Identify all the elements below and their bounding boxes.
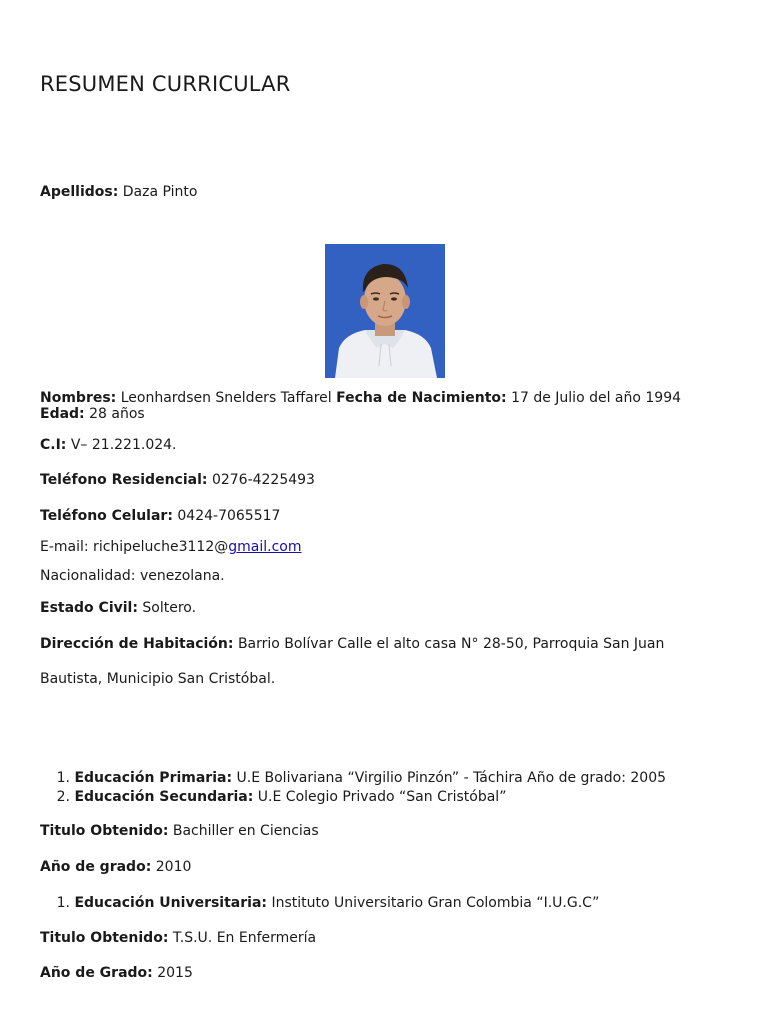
email-prefix: E-mail: richipeluche3112@ bbox=[40, 539, 229, 555]
document-title: RESUMEN CURRICULAR bbox=[40, 72, 291, 96]
telefono-celular-line bbox=[40, 508, 730, 524]
edad-value: 28 años bbox=[89, 406, 145, 422]
nombres-label: Nombres: bbox=[40, 390, 117, 406]
nombres-block bbox=[40, 390, 730, 422]
direccion-line-2: Bautista, Municipio San Cristóbal. bbox=[40, 671, 276, 687]
secundaria-label: Educación Secundaria: bbox=[74, 789, 254, 805]
email-domain-link[interactable]: gmail.com bbox=[228, 539, 302, 555]
nombres-value: Leonhardsen Snelders Taffarel bbox=[120, 390, 332, 406]
estado-civil-line bbox=[40, 600, 730, 616]
ci-value: V– 21.221.024. bbox=[70, 437, 177, 453]
list-item-secundaria bbox=[40, 789, 506, 805]
anio-2-label: Año de Grado: bbox=[40, 965, 153, 981]
anio-1-label: Año de grado: bbox=[40, 859, 152, 875]
universitaria-value: Instituto Universitario Gran Colombia “I.U.G.C” bbox=[271, 895, 600, 911]
primaria-label: Educación Primaria: bbox=[74, 770, 233, 786]
ci-line bbox=[40, 437, 730, 453]
fecha-nacimiento-value: 17 de Julio del año 1994 bbox=[511, 390, 682, 406]
edad-label: Edad: bbox=[40, 406, 85, 422]
telefono-celular-value: 0424-7065517 bbox=[177, 508, 281, 524]
direccion-label: Dirección de Habitación: bbox=[40, 636, 234, 652]
fecha-nacimiento-label: Fecha de Nacimiento: bbox=[336, 390, 507, 406]
telefono-residencial-line bbox=[40, 472, 730, 488]
list-number: 1. bbox=[56, 770, 70, 786]
direccion-value-1: Barrio Bolívar Calle el alto casa N° 28-50, Parroquia San Juan bbox=[237, 636, 665, 652]
list-item-universitaria bbox=[40, 895, 599, 911]
apellidos-label: Apellidos: bbox=[40, 184, 119, 200]
titulo-obtenido-1-line bbox=[40, 823, 730, 839]
anio-2-value: 2015 bbox=[157, 965, 193, 981]
universitaria-label: Educación Universitaria: bbox=[74, 895, 267, 911]
apellidos-value: Daza Pinto bbox=[122, 184, 198, 200]
titulo-2-label: Titulo Obtenido: bbox=[40, 930, 169, 946]
profile-photo bbox=[325, 244, 445, 378]
list-number: 2. bbox=[56, 789, 70, 805]
titulo-1-value: Bachiller en Ciencias bbox=[172, 823, 319, 839]
nacionalidad-line: Nacionalidad: venezolana. bbox=[40, 568, 225, 584]
titulo-1-label: Titulo Obtenido: bbox=[40, 823, 169, 839]
primaria-value: U.E Bolivariana “Virgilio Pinzón” - Táchira Año de grado: 2005 bbox=[236, 770, 667, 786]
estado-civil-value: Soltero. bbox=[142, 600, 197, 616]
anio-grado-1-line bbox=[40, 859, 730, 875]
titulo-2-value: T.S.U. En Enfermería bbox=[172, 930, 317, 946]
list-item-primaria bbox=[40, 770, 666, 786]
anio-1-value: 2010 bbox=[155, 859, 192, 875]
secundaria-value: U.E Colegio Privado “San Cristóbal” bbox=[257, 789, 507, 805]
ci-label: C.I: bbox=[40, 437, 67, 453]
list-number: 1. bbox=[56, 895, 70, 911]
email-line bbox=[40, 539, 730, 555]
direccion-line-1 bbox=[40, 636, 730, 652]
telefono-celular-label: Teléfono Celular: bbox=[40, 508, 173, 524]
estado-civil-label: Estado Civil: bbox=[40, 600, 138, 616]
telefono-residencial-label: Teléfono Residencial: bbox=[40, 472, 208, 488]
telefono-residencial-value: 0276-4225493 bbox=[211, 472, 315, 488]
titulo-obtenido-2-line bbox=[40, 930, 730, 946]
anio-grado-2-line bbox=[40, 965, 730, 981]
apellidos-line bbox=[40, 184, 730, 200]
